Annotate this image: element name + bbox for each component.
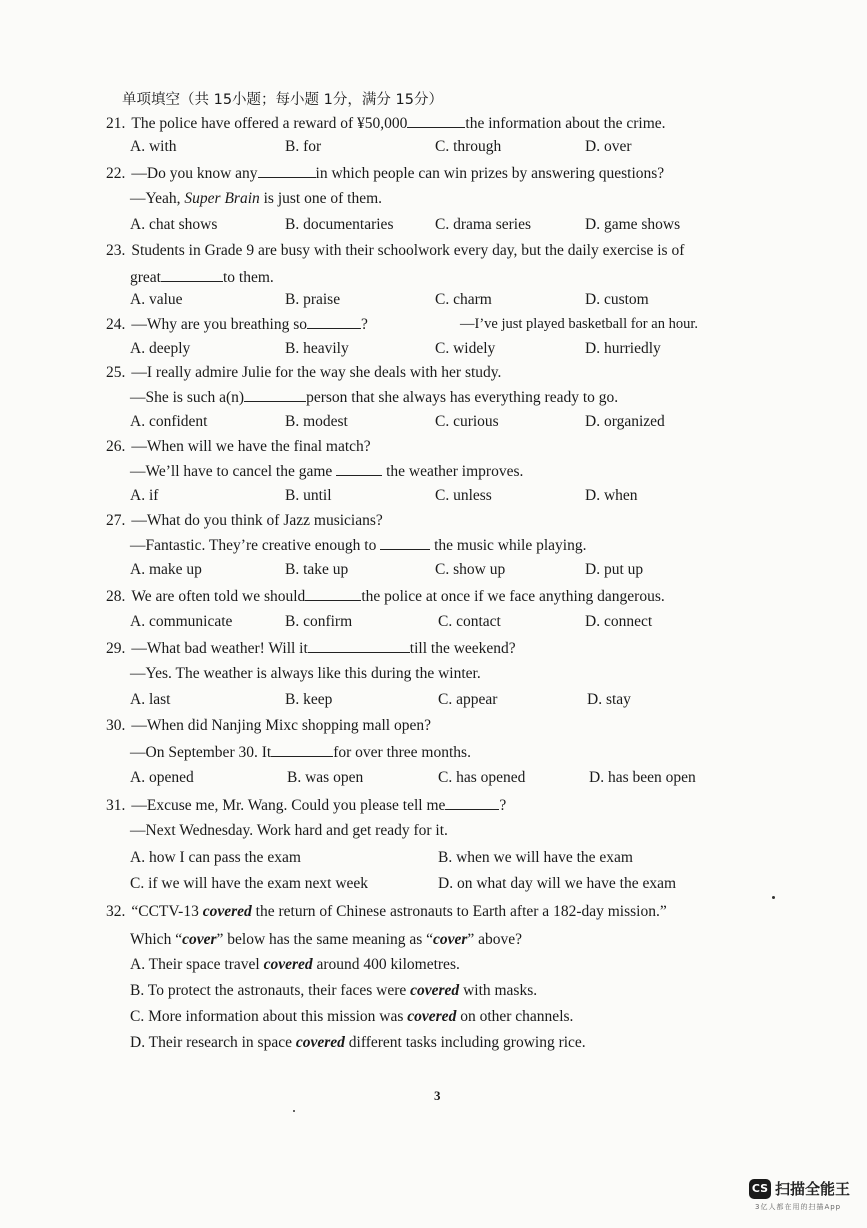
answer-blank xyxy=(244,387,306,402)
answer-blank xyxy=(308,638,410,653)
question-30 xyxy=(106,716,431,736)
question-stem: till the weekend? xyxy=(409,640,516,657)
reply-text: —Yeah, xyxy=(130,190,185,207)
option-text: D. Their research in space xyxy=(130,1034,296,1051)
option-b: B. when we will have the exam xyxy=(438,849,633,866)
option-b: B. documentaries xyxy=(285,216,394,233)
answer-blank xyxy=(380,535,430,550)
scanner-watermark xyxy=(749,1178,850,1199)
option-c: C. show up xyxy=(435,561,506,578)
option-b: B. confirm xyxy=(285,613,353,630)
question-stem: —When will we have the final match? xyxy=(131,438,371,455)
show-title: Super Brain xyxy=(184,190,260,207)
reply-text: is just one of them. xyxy=(259,190,383,207)
question-25-line2 xyxy=(130,387,618,408)
question-stem: Which “ xyxy=(130,931,183,948)
key-word: covered xyxy=(202,903,252,920)
scanner-app-name: 扫描全能王 xyxy=(775,1180,851,1198)
question-stem: the music while playing. xyxy=(430,537,587,554)
question-stem: —Fantastic. They’re creative enough to xyxy=(130,537,381,554)
question-number: 30. xyxy=(106,717,126,734)
question-27 xyxy=(106,511,383,531)
option-d: D. stay xyxy=(587,691,631,708)
option-d: D. hurriedly xyxy=(585,340,661,357)
question-stem: ” below has the same meaning as “ xyxy=(216,931,433,948)
option-d: D. custom xyxy=(585,291,649,308)
question-stem: person that she always has everything ready to go. xyxy=(306,389,619,406)
question-28 xyxy=(106,586,665,607)
question-stem: for over three months. xyxy=(333,744,471,761)
key-word: covered xyxy=(295,1034,345,1051)
question-stem: —She is such a(n) xyxy=(130,389,245,406)
question-stem: We are often told we should xyxy=(131,588,306,605)
option-b: B. heavily xyxy=(285,340,349,357)
option-a: A. if xyxy=(130,487,159,504)
option-text: on other channels. xyxy=(456,1008,574,1025)
key-word: covered xyxy=(263,956,313,973)
question-stem: “CCTV-13 xyxy=(131,903,203,920)
option-a: A. deeply xyxy=(130,340,191,357)
question-stem: in which people can win prizes by answering questions? xyxy=(315,165,665,182)
key-word: cover xyxy=(433,931,468,948)
answer-blank xyxy=(161,267,223,282)
answer-blank xyxy=(305,586,361,601)
option-d: D. over xyxy=(585,138,632,155)
question-number: 27. xyxy=(106,512,126,529)
question-stem: the return of Chinese astronauts to Earth after a 182-day mission.” xyxy=(251,903,667,920)
question-stem: —We’ll have to cancel the game xyxy=(130,463,337,480)
option-a: A. with xyxy=(130,138,177,155)
option-b: B. modest xyxy=(285,413,348,430)
option-b: B. keep xyxy=(285,691,333,708)
option-c: C. charm xyxy=(435,291,492,308)
question-32 xyxy=(106,902,667,922)
question-stem: —Excuse me, Mr. Wang. Could you please tell me xyxy=(131,797,446,814)
option-b: B. was open xyxy=(287,769,364,786)
section-heading: 单项填空（共 15小题；每小题 1分，满分 15分） xyxy=(122,92,443,108)
answer-blank xyxy=(271,742,333,757)
question-31 xyxy=(106,795,506,816)
answer-blank xyxy=(445,795,499,810)
option-c xyxy=(130,1007,573,1027)
option-c: C. contact xyxy=(438,613,501,630)
question-number: 24. xyxy=(106,316,126,333)
answer-blank xyxy=(336,461,382,476)
option-b: B. take up xyxy=(285,561,349,578)
option-d: D. has been open xyxy=(589,769,696,786)
question-32-line2 xyxy=(130,930,522,950)
question-24 xyxy=(106,314,368,335)
question-stem: ” above? xyxy=(467,931,523,948)
option-c: C. curious xyxy=(435,413,499,430)
option-a: A. chat shows xyxy=(130,216,218,233)
question-23-line2 xyxy=(130,267,274,288)
option-c: C. has opened xyxy=(438,769,526,786)
question-stem: —I really admire Julie for the way she deals with her study. xyxy=(131,364,502,381)
camscanner-logo-icon: CS xyxy=(749,1179,771,1199)
option-a: A. communicate xyxy=(130,613,233,630)
answer-blank xyxy=(307,314,361,329)
option-c: C. if we will have the exam next week xyxy=(130,875,369,892)
question-30-line2 xyxy=(130,742,471,763)
question-number: 32. xyxy=(106,903,126,920)
option-b xyxy=(130,981,537,1001)
option-text: B. To protect the astronauts, their faces were xyxy=(130,982,411,999)
option-a: A. last xyxy=(130,691,171,708)
question-25 xyxy=(106,363,501,383)
option-a xyxy=(130,955,460,975)
option-a: A. value xyxy=(130,291,183,308)
question-stem: Students in Grade 9 are busy with their schoolwork every day, but the daily exercise is of xyxy=(131,242,685,259)
question-29 xyxy=(106,638,516,659)
question-26-line2 xyxy=(130,461,523,482)
question-21 xyxy=(106,113,666,134)
option-d: D. on what day will we have the exam xyxy=(438,875,677,892)
option-c: C. appear xyxy=(438,691,498,708)
option-a: A. confident xyxy=(130,413,208,430)
question-23 xyxy=(106,241,684,261)
answer-blank xyxy=(258,163,316,178)
scan-speck xyxy=(293,1110,295,1112)
option-d: D. connect xyxy=(585,613,653,630)
option-b: B. praise xyxy=(285,291,341,308)
question-number: 28. xyxy=(106,588,126,605)
option-text: around 400 kilometres. xyxy=(312,956,460,973)
question-number: 29. xyxy=(106,640,126,657)
option-b: B. for xyxy=(285,138,322,155)
option-d: D. game shows xyxy=(585,216,681,233)
question-22 xyxy=(106,163,664,184)
scan-speck xyxy=(772,896,775,899)
question-stem: —On September 30. It xyxy=(130,744,272,761)
question-stem: —When did Nanjing Mixc shopping mall open? xyxy=(131,717,431,734)
question-stem: great xyxy=(130,269,161,286)
option-text: different tasks including growing rice. xyxy=(344,1034,586,1051)
question-stem: the weather improves. xyxy=(382,463,524,480)
option-b: B. until xyxy=(285,487,332,504)
key-word: covered xyxy=(407,1008,457,1025)
option-a: A. opened xyxy=(130,769,194,786)
question-number: 25. xyxy=(106,364,126,381)
question-stem: the police at once if we face anything dangerous. xyxy=(361,588,665,605)
question-24-reply: —I’ve just played basketball for an hour. xyxy=(460,316,698,332)
option-text: C. More information about this mission was xyxy=(130,1008,408,1025)
question-stem: to them. xyxy=(222,269,274,286)
question-26 xyxy=(106,437,371,457)
question-29-reply: —Yes. The weather is always like this during the winter. xyxy=(130,665,481,682)
question-number: 21. xyxy=(106,115,126,132)
option-c: C. widely xyxy=(435,340,496,357)
option-c: C. through xyxy=(435,138,502,155)
option-text: A. Their space travel xyxy=(130,956,264,973)
scanner-tagline: 3亿人都在用的扫描App xyxy=(755,1203,842,1211)
option-c: C. drama series xyxy=(435,216,531,233)
question-number: 23. xyxy=(106,242,126,259)
question-number: 26. xyxy=(106,438,126,455)
key-word: cover xyxy=(182,931,217,948)
question-stem: The police have offered a reward of ¥50,000 xyxy=(131,115,408,132)
question-stem: —Why are you breathing so xyxy=(131,316,307,333)
question-stem: ? xyxy=(361,316,368,333)
option-a: A. make up xyxy=(130,561,202,578)
key-word: covered xyxy=(410,982,460,999)
option-d xyxy=(130,1033,586,1053)
answer-blank xyxy=(407,113,465,128)
question-stem: —What do you think of Jazz musicians? xyxy=(131,512,383,529)
question-stem: —What bad weather! Will it xyxy=(131,640,308,657)
question-27-line2 xyxy=(130,535,586,556)
option-a: A. how I can pass the exam xyxy=(130,849,301,866)
question-22-reply xyxy=(130,189,382,209)
question-stem: —Do you know any xyxy=(131,165,258,182)
question-31-reply: —Next Wednesday. Work hard and get ready for it. xyxy=(130,822,448,839)
question-stem: ? xyxy=(499,797,507,814)
option-d: D. organized xyxy=(585,413,665,430)
option-c: C. unless xyxy=(435,487,492,504)
question-number: 22. xyxy=(106,165,126,182)
question-number: 31. xyxy=(106,797,126,814)
option-d: D. put up xyxy=(585,561,644,578)
option-text: with masks. xyxy=(459,982,538,999)
page-number: 3 xyxy=(434,1088,441,1103)
question-stem: the information about the crime. xyxy=(465,115,666,132)
option-d: D. when xyxy=(585,487,638,504)
